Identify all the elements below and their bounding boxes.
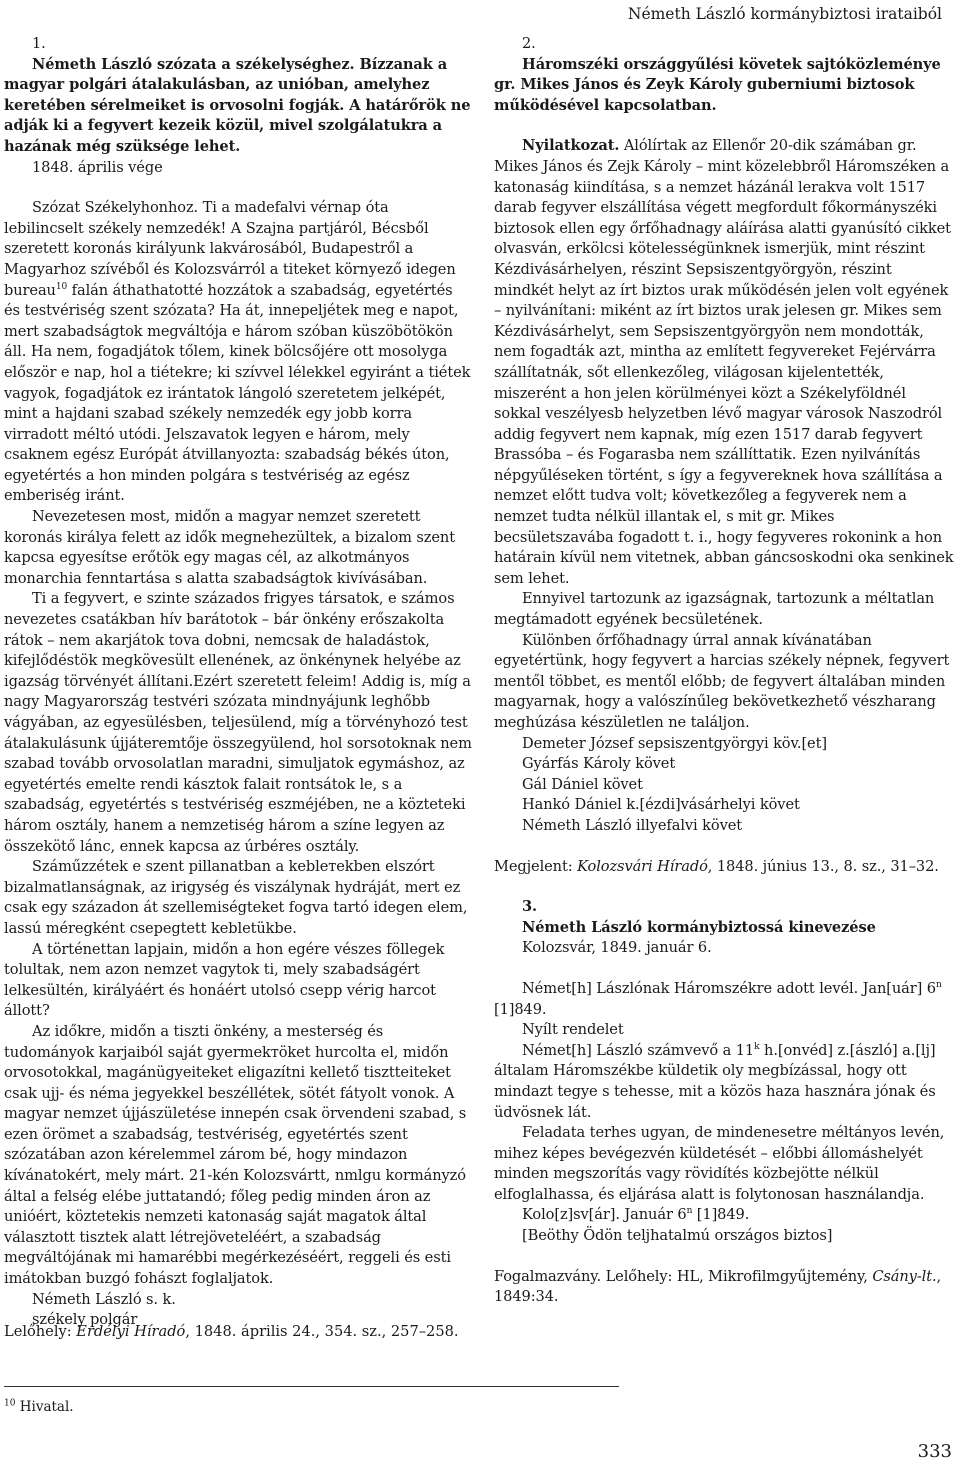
right-column [494,34,956,1308]
doc1-paragraph-5: A történettan lapjain, midőn a hon egére vészes föllegek tolultak, nem azon nemzet vagytok ti, mely szabadságért lelkesültén, királyáért és honáért utolsó csepp vérig harcot állott? [4,940,445,1020]
doc3-title: Németh László kormánybiztossá kinevezése [522,918,876,936]
doc2-source-title: Kolozsvári Híradó [577,857,708,875]
doc2-paragraph-2: Ennyivel tartozunk az igazságnak, tartozunk a méltatlan megtámadott egyének becsületének. [494,590,935,629]
doc3-date-b: [1]849. [692,1206,750,1224]
doc3-line-1 [494,979,956,1020]
doc3-place-date: Kolozsvár, 1849. január 6. [522,939,712,957]
doc3-source-text: Fogalmazvány. Lelőhely: HL, Mikrofilmgyűjtemény, [494,1267,873,1285]
doc2-signatory: Gyárfás Károly követ [522,755,676,773]
running-header: Németh László kormánybiztosi irataiból [627,5,942,23]
doc1-source-suffix: , 1848. április 24., 354. sz., 257–258. [185,1323,459,1340]
doc1-paragraph-2: Nevezetesen most, midőn a magyar nemzet szeretett koronás királya felett az idők megnehezültek, a bizalom szent kapcsa egyesítse erőtök egy magas cél, az alkotmányos monarchia fenntartása s alatta szabadságtok kivívásában. [4,508,455,587]
doc1-signature-name: Németh László s. k. [32,1290,176,1308]
doc2-number: 2. [522,35,536,52]
doc1-salutation: Szózat Székelyhonhoz. Ti a madefalvi vérnap óta lebilincselt székely nemzedék! [4,199,389,237]
doc2-title: Háromszéki országgyűlési követek sajtóközleménye gr. Mikes János és Zeyk Károly guberniumi biztosok működésével kapcsolatban. [494,55,941,114]
doc3-line-2: Nyílt rendelet [522,1021,624,1039]
doc3-signer: [Beöthy Ödön teljhatalmú országos biztos] [522,1227,833,1245]
doc2-signatory: Demeter József sepsiszentgyörgyi köv.[et] [522,734,827,752]
footnote-divider [4,1386,619,1387]
doc2-text-1: Alólírtak az Ellenőr 20-dik számában gr. Mikes János és Zejk Károly – mint közelebbről Háromszéken a katonaság kiindítása, s a nemzet házánál lerakva volt 1517 darab fegyver elszállítása végett megfordult főkormányszéki biztosok ellen egy őrfőhadnagy aláírása alatti gyanúsító cikket olvasván, erkölcsi kötelességünknek ismerjük, mint részint Kézdivásárhelyen, részint Sepsiszentgyörgyön, részint mindkét helyt az írt biztos urak működésén jelen volt egyének – nyilvánítani: miként az írt biztos urak jelesen gr. Mikes sem Kézdivásárhelyt, sem Sepsiszentgyörgyön nem mondották, nem fogadták azt, mintha az említett fegyvereket Fejérvárra szállítatnák, sőt ellenkezőleg, világosan kijelentették, miszerént a hon jelen körülményei közt a Székelyföldnél sokkal veszélyesb helyzetben lévő magyar városok Naszodról addig fegyvert nem kapnak, míg ezen 1517 darab fegyvert Brassóba – és Fogarasba nem szállíttatik. Ezen nyilvánítás népgyűléseken történt, s így a fegyvereknek hova szállítása a nemzet előtt tudva volt; következőleg a fegyverek nem a nemzet tudta nélkül illantak el, s mit gr. Mikes becsületszavába fogadott t. i., hogy fegyveres rokonink a hon határain kívül nem vitetnek, abban gáncsoskodni oka senkinek sem lehet. [494,137,954,587]
doc3-line-1-sup: n [935,980,942,991]
doc2-paragraph-3: Különben őrfőhadnagy úrral annak kívánatában egyetértünk, hogy fegyvert a harcias székely népnek, fegyvert mentől többet, es mentől előbb; de fegyvert általában minden magyarnak, hogy a valószínűleg bekövetkezhető vészharang meghúzása készületlen ne találjon. [494,631,950,731]
doc1-paragraph-4: Száműzzétek e szent pillanatban a keblетekben elszórt bizalmatlanságnak, az irigység és viszálynak hydráját, mert ez csak egy századon át szellemiségteket fogva tartó idegen elem, lassú méregként csepegtett kebletükbe. [4,858,468,937]
footnote [4,1398,74,1416]
doc2-source [494,857,956,878]
doc2-source-suffix: , 1848. június 13., 8. sz., 31–32. [707,857,939,875]
footnote-text: Hivatal. [15,1399,74,1415]
doc3-number: 3. [522,898,538,916]
doc3-line-1a: Német[h] Lászlónak Háromszékre adott levél. Jan[uár] 6 [522,979,936,997]
doc2-lead: Nyilatkozat. [522,137,620,155]
doc2-signatory: Hankó Dániel k.[ézdi]vásárhelyi követ [522,796,800,814]
doc3-line-1b: [1]849. [494,1000,547,1018]
doc1-source [4,1322,604,1342]
doc3-paragraph-2: Feladata terhes ugyan, de mindenesetre méltányos levén, mihez képes bevégezvén küldetését – előbbi állomáshelyét minden megszorítás vagy rövidítés közbejötte nélkül elfoglalhassa, és eljárása alatt is folytonosan használandja. [494,1124,945,1203]
doc1-text-1b: falán áthathatotté hozzátok a szabadság, egyetértés és testvériség szent szózata? Ha át, innepeljétek meg e napot, mert szabadságtok megváltója e három szóban küszöbötökön áll. Ha nem, fogadjátok tőlem, kinek bölcsőjére ott mosolyga először e nap, hol a tiétekre; ki szívvel lélekkel egyiránt a tiétek vagyok, fogadjátok ez irántatok lángoló szeretetem jelképét, mint a hajdani szabad székely nemzedék egy jobb korra virradott méltó utódi. Jelszavatok legyen e három, mely csaknem egész Európát átvillanyozta: szabadság békés úton, egyetértés a hon minden polgára s testvériség az egész emberiség iránt. [4,281,471,505]
doc2-paragraph-1 [494,136,956,589]
left-column [4,34,472,1331]
page-number: 333 [917,1441,952,1462]
doc3-text-1b: h.[onvéd] z.[ászló] a.[lj] általam Háromszékbe küldetik oly megbízással, hogy ott mindazt tegye s tehesse, mit a közös haza hasznára jónak és üdvösnek lát. [494,1041,936,1121]
doc2-signatory: Gál Dániel követ [522,775,643,793]
doc1-source-prefix: Lelőhely: [4,1323,77,1340]
doc3-source-title: Csány-lt. [872,1267,937,1285]
doc1-paragraph-6: Az időkre, midőn a tiszti önkény, a mesterség és tudományok karjaiból saját gyermekтöket hurcolta el, midőn orvosotokkal, magánügyeiteket eligazítni kellető tisztteiteket csak ujj- és néma jegyekkel beszéllétek, sötét fátyolt vonok. A magyar nemzet újjászületése innepén csak örvendeni szabad, s ezen örömet a szabadság, testvériség, egyetértés szent szózatában azon kérelemmel zárom bé, hogy mindazon kívánatokért, mely márt. 21-kén Kolozsvártt, nmlgu kormányzó által a felség elébe juttatandó; főleg pedig minden áron az unióért, köztetekis nemzeti katonaság saját magatok által választott tisztek alatt létrejöveteléért, a szabadság megváltójának mi hamarébbi megérkezéséért, reggeli és esti imátokban buzgó fohászt foglaljatok. [4,1022,467,1288]
doc1-date: 1848. április vége [32,158,163,176]
doc1-paragraph-1 [4,198,472,507]
doc2-source-prefix: Megjelent: [494,857,578,875]
doc1-text-1a: A Szajna partjáról, Bécsből szeretett koronás királyunk lakvárosából, Budapestről a Magyarhoz szívéből és Kolozsvárról a titeket környező idegen bureau [4,219,456,299]
doc3-text-1a: Német[h] László számvevő a 11 [522,1041,755,1059]
doc1-paragraph-3: Ti a fegyvert, e szinte százados frigyes társatok, e számos nevezetes csatákban hív barátotok – bár önkény erőszakolta rátok – nem akarjátok tova dobni, nemcsak de haladástok, kifejlődéstök megkövesült ellenének, az önkénynek helyébe az igazság törvényét állítani.Ezért szeretett feleim! Addig is, míg a nagy Magyarország testvéri szózata mindnyájunk leghőbb vágyában, az egyesülésben, teljesülend, míg a törvényhozó test átalakulásunk újjáteremtője összegyülend, hol sorsotoknak nem szabad tovább orvosolatlan maradni, simuljatok egymáshoz, az egyetértés emelte rendi kásztok falait rontsátok le, s a szabadság, egyetértés s testvériség eszméjében, ne a közteteki három osztály, hanem a nemzetiség három a színe legyen az összekötő lánc, ennek kapcsa az úrbéres osztály. [4,590,472,855]
doc3-text-1-sup: k [754,1041,760,1052]
doc3-paragraph-1 [494,1041,956,1123]
doc3-source [494,1267,956,1308]
doc1-title: Németh László szózata a székelységhez. Bízzanak a magyar polgári átalakulásban, az unióban, amelyhez keretében sérelmeiket is orvosolni fogják. A határőrök ne adják ki a fegyvert kezeik közül, mivel szolgálatukra a hazának még szüksége lehet. [4,55,471,155]
footnote-ref: 10 [55,281,68,292]
doc3-date-a: Kolo[z]sv[ár]. Január 6 [522,1206,687,1224]
doc3-source-line-2: 1849:34. [494,1288,559,1306]
doc1-number: 1. [32,35,46,52]
doc3-source-suffix: , [936,1267,942,1285]
footnote-number: 10 [4,1398,16,1409]
doc3-date-sup: n [686,1206,693,1217]
doc2-signatory: Németh László illyefalvi követ [522,816,743,834]
doc3-date [494,1205,956,1226]
doc1-source-title: Erdélyi Híradó [76,1323,186,1340]
doc1-signature-title: székely polgár [32,1311,138,1329]
